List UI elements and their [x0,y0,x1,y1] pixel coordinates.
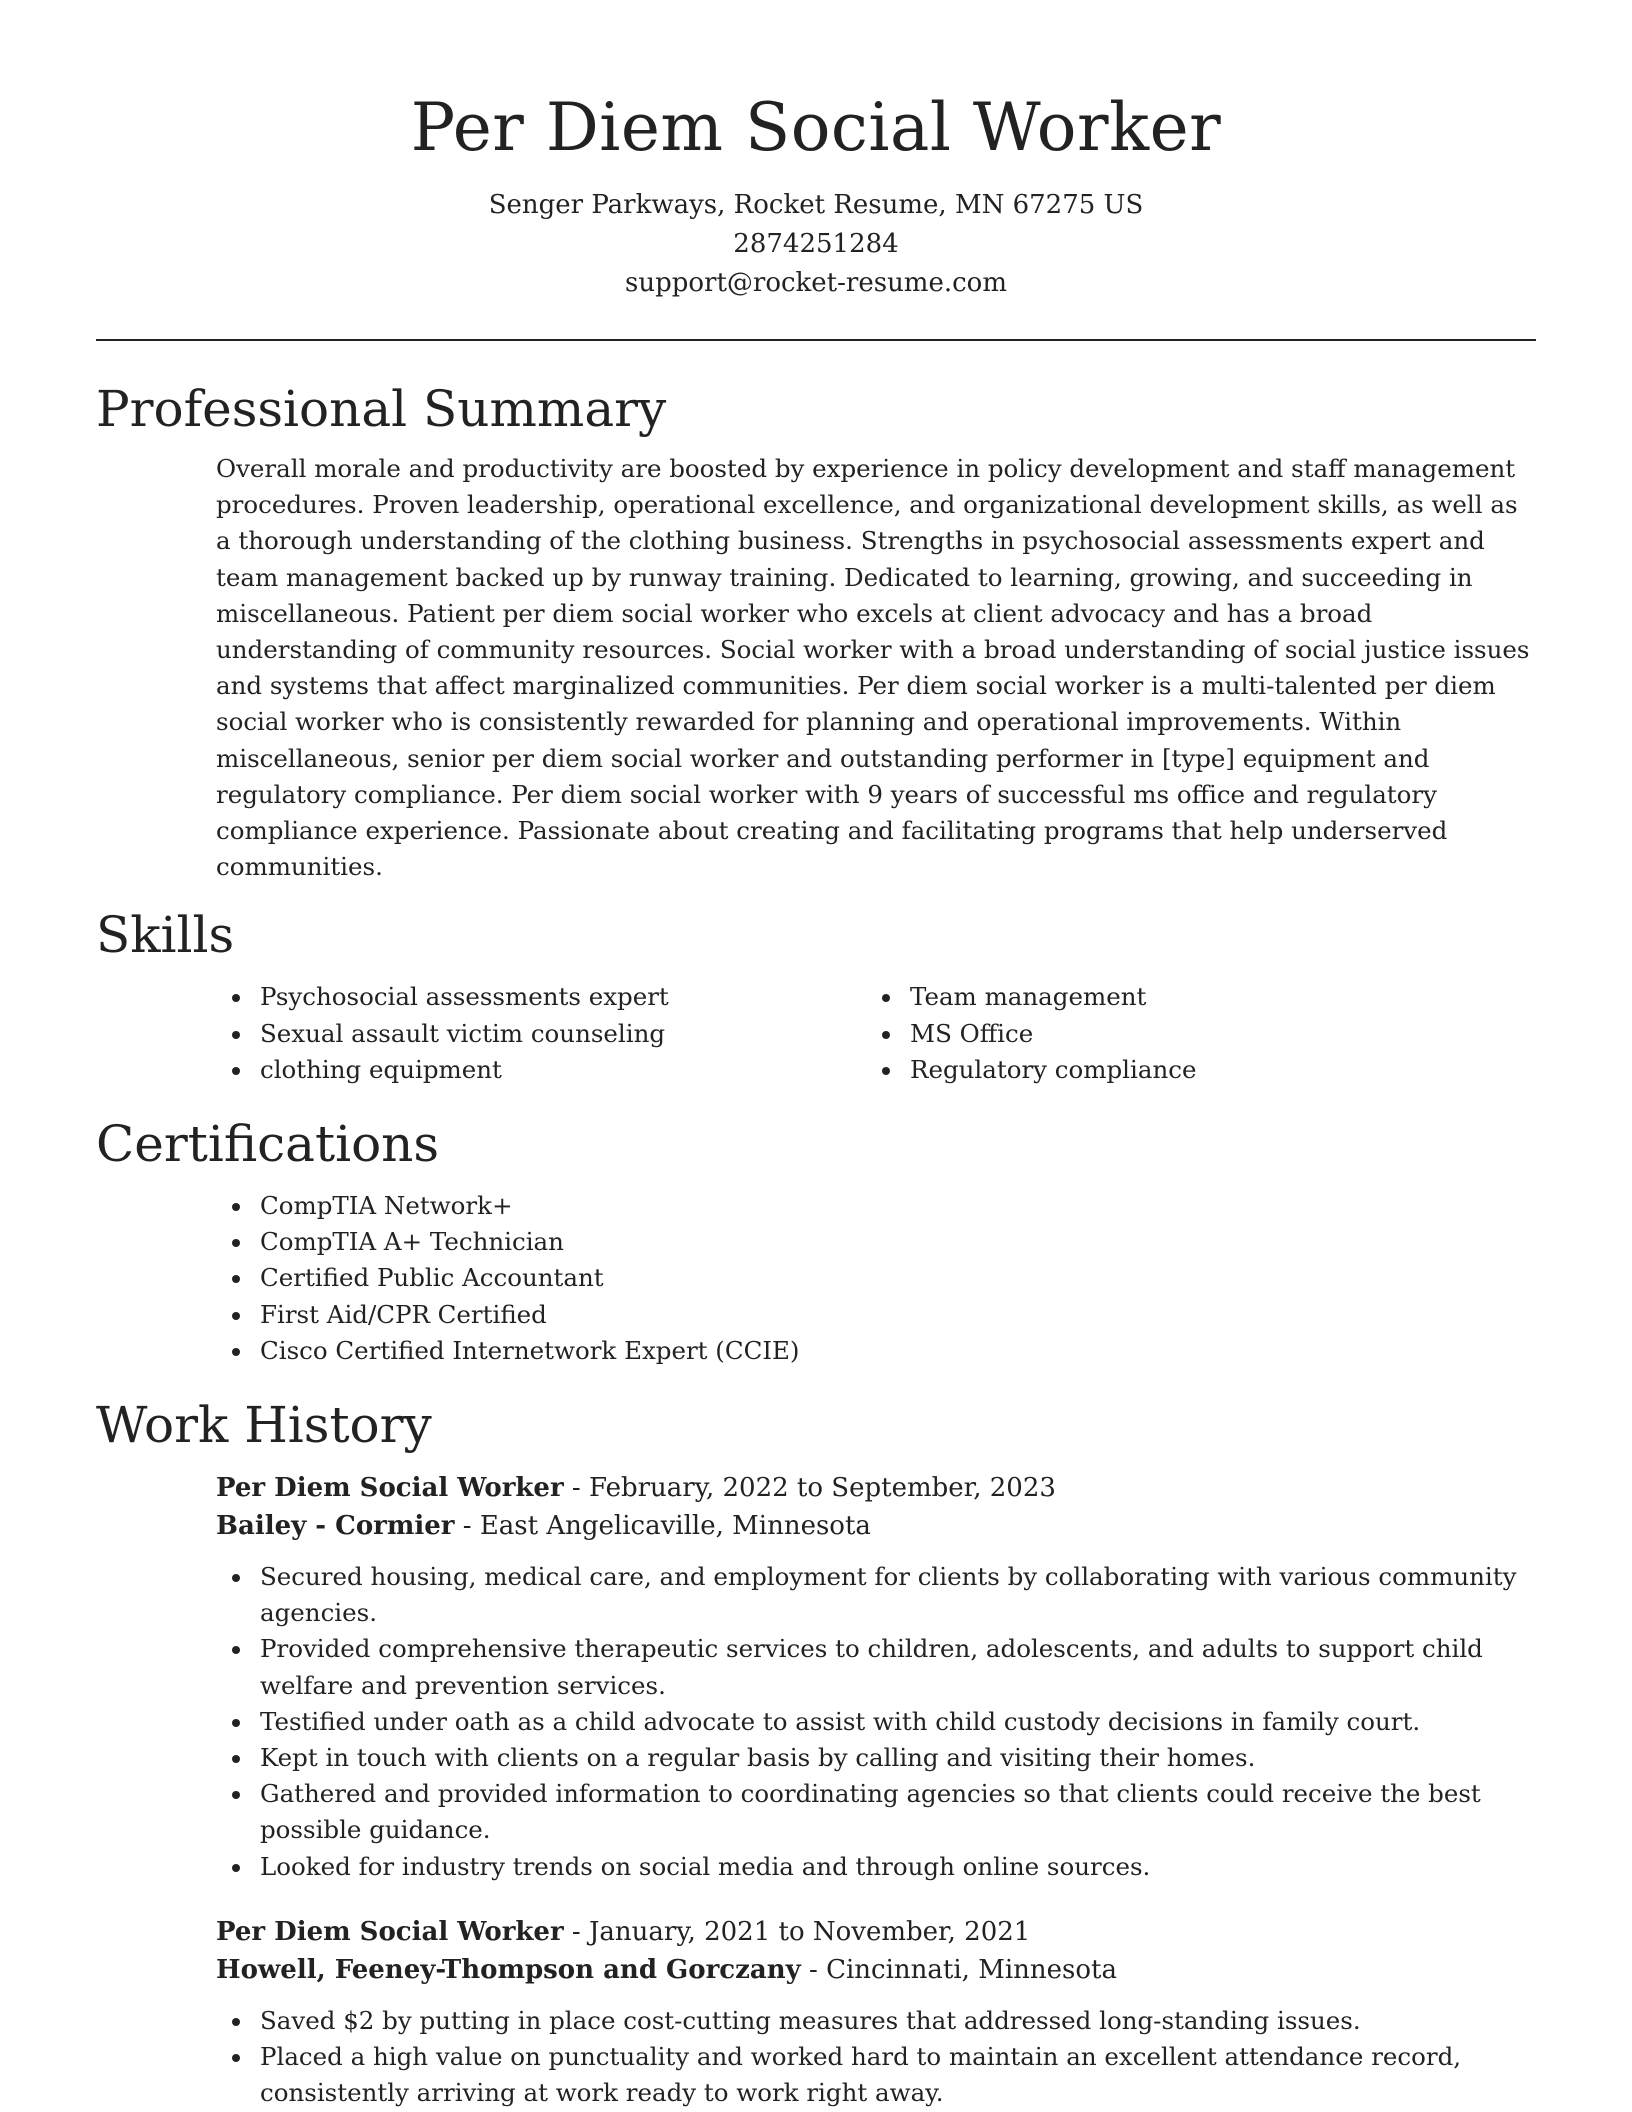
job-bullets [216,2003,1536,2112]
skills-grid [216,979,1536,1088]
skills-left-column [216,979,866,1088]
certifications-list [216,1188,1536,1369]
job-title-line [216,1913,1536,1951]
skill-item: MS Office [866,1016,1516,1052]
skill-item: Sexual assault victim counseling [216,1016,866,1052]
job-company-line [216,1507,1536,1545]
certification-item: CompTIA Network+ [216,1188,1536,1224]
job-bullet: Secured housing, medical care, and employment for clients by collaborating with various community agencies. [216,1559,1536,1631]
job-company: Howell, Feeney-Thompson and Gorczany [216,1954,801,1985]
skills-heading: Skills [96,906,235,965]
job-company: Bailey - Cormier [216,1511,455,1542]
summary-heading: Professional Summary [96,380,667,438]
job-bullet: Looked for industry trends on social media and through online sources. [216,1849,1536,1885]
contact-address: Senger Parkways, Rocket Resume, MN 67275 US [488,190,1144,220]
header-divider [96,339,1536,341]
summary-text: Overall morale and productivity are boosted by experience in policy development and staff management procedures. Proven leadership, operational excellence, and organizational development skills, as well as a thorough understanding of the clothing business. Strengths in psychosocial assessments expert and team management backed up by runway training. Dedicated to learning, growing, and succeeding in miscellaneous. Patient per diem social worker who excels at client advocacy and has a broad understanding of community resources. Social worker with a broad understanding of social justice issues and systems that affect marginalized communities. Per diem social worker is a multi-talented per diem social worker who is consistently rewarded for planning and operational improvements. Within miscellaneous, senior per diem social worker and outstanding performer in [type] equipment and regulatory compliance. Per diem social worker with 9 years of successful ms office and regulatory compliance experience. Passionate about creating and facilitating programs that help underserved communities. [216,454,1530,882]
skill-item: Psychosocial assessments expert [216,979,866,1015]
skill-item: Regulatory compliance [866,1052,1516,1088]
job-entry [216,1469,1536,1885]
job-location: East Angelicaville, Minnesota [479,1511,871,1542]
work-history-section [96,1469,1536,2111]
job-bullet: Saved $2 by putting in place cost-cutting measures that addressed long-standing issues. [216,2003,1536,2039]
skill-item: Team management [866,979,1516,1015]
job-bullets [216,1559,1536,1885]
job-bullet: Testified under oath as a child advocate to assist with child custody decisions in family court. [216,1704,1536,1740]
summary-section [96,451,1536,885]
job-title-line [216,1469,1536,1507]
job-separator: - [563,1916,589,1947]
resume-header [96,0,1536,303]
job-bullet: Gathered and provided information to coordinating agencies so that clients could receive the best possible guidance. [216,1776,1536,1848]
job-separator: - [563,1473,589,1504]
contact-info [96,186,1536,303]
job-dates: January, 2021 to November, 2021 [588,1916,1031,1947]
contact-phone: 2874251284 [733,229,899,259]
skills-right-column [866,979,1516,1088]
certification-item: Certified Public Accountant [216,1260,1536,1296]
job-dates: February, 2022 to September, 2023 [588,1473,1056,1504]
certification-item: First Aid/CPR Certified [216,1297,1536,1333]
job-company-line [216,1951,1536,1989]
skill-item: clothing equipment [216,1052,866,1088]
resume-page [96,0,1536,2112]
certification-item: CompTIA A+ Technician [216,1224,1536,1260]
job-title: Per Diem Social Worker [216,1473,564,1504]
job-separator: - [800,1954,827,1985]
certifications-heading: Certifications [96,1115,440,1174]
certifications-section [96,1188,1536,1369]
job-separator: - [454,1511,480,1542]
job-bullet: Placed a high value on punctuality and worked hard to maintain an excellent attendance record, consistently arriving at work ready to work right away. [216,2039,1536,2111]
candidate-name: Per Diem Social Worker [410,89,1222,166]
job-entry [216,1913,1536,2112]
work-history-heading: Work History [96,1396,432,1455]
job-bullet: Kept in touch with clients on a regular basis by calling and visiting their homes. [216,1740,1536,1776]
certification-item: Cisco Certified Internetwork Expert (CCIE) [216,1333,1536,1369]
skills-section [96,979,1536,1088]
contact-email: support@rocket-resume.com [624,268,1007,298]
job-title: Per Diem Social Worker [216,1916,564,1947]
job-bullet: Provided comprehensive therapeutic services to children, adolescents, and adults to support child welfare and prevention services. [216,1631,1536,1703]
job-location: Cincinnati, Minnesota [826,1954,1117,1985]
